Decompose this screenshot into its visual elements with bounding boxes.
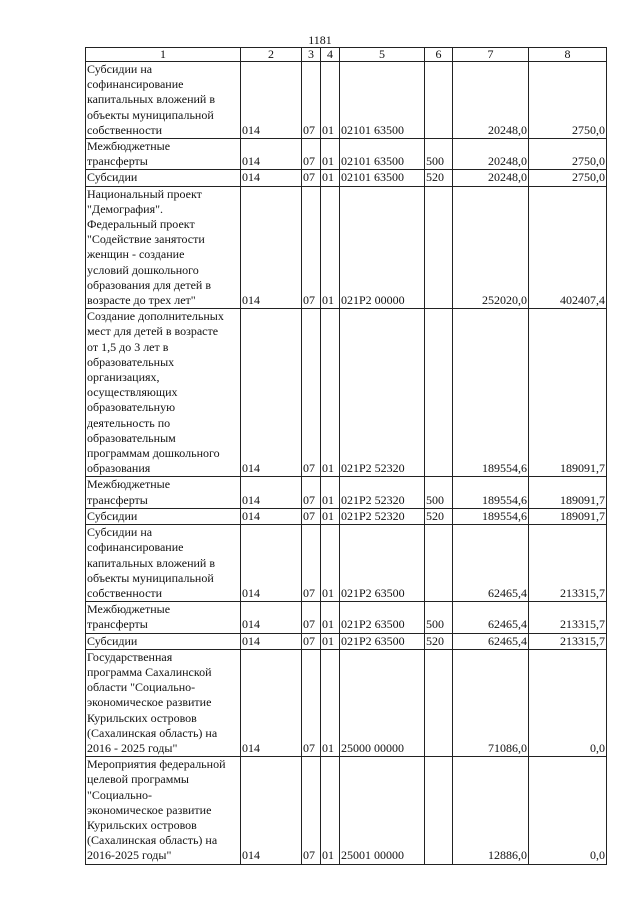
column-header: 8 xyxy=(529,48,607,62)
item-name-cell: Субсидии на софинансирование капитальных вложений в объекты муниципальной собственности xyxy=(86,62,241,139)
item-name-cell: Межбюджетные трансферты xyxy=(86,139,241,170)
amount-year1-cell: 62465,4 xyxy=(453,602,529,633)
expense-type-cell: 520 xyxy=(425,633,453,649)
page-number: 1181 xyxy=(308,33,332,47)
ministry-code-cell: 014 xyxy=(241,309,302,477)
section-code-cell: 07 xyxy=(302,477,321,508)
target-article-cell: 021P2 52320 xyxy=(340,477,425,508)
column-header: 6 xyxy=(425,48,453,62)
amount-year1-cell: 62465,4 xyxy=(453,633,529,649)
target-article-cell: 02101 63500 xyxy=(340,62,425,139)
subsection-code-cell: 01 xyxy=(321,757,340,864)
subsection-code-cell: 01 xyxy=(321,62,340,139)
table-row xyxy=(86,186,607,309)
column-header: 3 xyxy=(302,48,321,62)
amount-year2-cell: 402407,4 xyxy=(529,186,607,309)
item-name-cell: Государственная программа Сахалинской области "Социально- экономическое развитие Курильских островов (Сахалинская область) на 2016 - 2025 годы" xyxy=(86,649,241,756)
budget-table xyxy=(85,47,607,865)
ministry-code-cell: 014 xyxy=(241,757,302,864)
table-row xyxy=(86,309,607,477)
ministry-code-cell: 014 xyxy=(241,649,302,756)
item-name-cell: Межбюджетные трансферты xyxy=(86,602,241,633)
column-header: 2 xyxy=(241,48,302,62)
amount-year2-cell: 2750,0 xyxy=(529,139,607,170)
subsection-code-cell: 01 xyxy=(321,186,340,309)
section-code-cell: 07 xyxy=(302,633,321,649)
item-name-cell: Национальный проект "Демография". Федеральный проект "Содействие занятости женщин - создание условий дошкольного образования для детей в возрасте до трех лет" xyxy=(86,186,241,309)
section-code-cell: 07 xyxy=(302,508,321,524)
amount-year1-cell: 20248,0 xyxy=(453,139,529,170)
column-header: 7 xyxy=(453,48,529,62)
ministry-code-cell: 014 xyxy=(241,508,302,524)
subsection-code-cell: 01 xyxy=(321,170,340,186)
expense-type-cell: 520 xyxy=(425,508,453,524)
ministry-code-cell: 014 xyxy=(241,477,302,508)
header-row xyxy=(86,48,607,62)
section-code-cell: 07 xyxy=(302,186,321,309)
expense-type-cell xyxy=(425,309,453,477)
subsection-code-cell: 01 xyxy=(321,309,340,477)
amount-year1-cell: 62465,4 xyxy=(453,525,529,602)
item-name-cell: Субсидии xyxy=(86,508,241,524)
item-name-cell: Межбюджетные трансферты xyxy=(86,477,241,508)
section-code-cell: 07 xyxy=(302,757,321,864)
table-row xyxy=(86,525,607,602)
expense-type-cell: 500 xyxy=(425,602,453,633)
table-row xyxy=(86,649,607,756)
column-header: 5 xyxy=(340,48,425,62)
target-article-cell: 021P2 52320 xyxy=(340,309,425,477)
target-article-cell: 021P2 63500 xyxy=(340,525,425,602)
section-code-cell: 07 xyxy=(302,62,321,139)
amount-year2-cell: 189091,7 xyxy=(529,309,607,477)
ministry-code-cell: 014 xyxy=(241,633,302,649)
item-name-cell: Мероприятия федеральной целевой программы "Социально- экономическое развитие Курильских островов (Сахалинская область) на 2016-2025 годы" xyxy=(86,757,241,864)
column-header: 4 xyxy=(321,48,340,62)
expense-type-cell xyxy=(425,186,453,309)
amount-year1-cell: 189554,6 xyxy=(453,309,529,477)
amount-year2-cell: 2750,0 xyxy=(529,62,607,139)
amount-year1-cell: 12886,0 xyxy=(453,757,529,864)
amount-year2-cell: 213315,7 xyxy=(529,602,607,633)
expense-type-cell xyxy=(425,757,453,864)
ministry-code-cell: 014 xyxy=(241,170,302,186)
table-row xyxy=(86,170,607,186)
amount-year2-cell: 213315,7 xyxy=(529,633,607,649)
subsection-code-cell: 01 xyxy=(321,602,340,633)
amount-year1-cell: 189554,6 xyxy=(453,477,529,508)
subsection-code-cell: 01 xyxy=(321,508,340,524)
section-code-cell: 07 xyxy=(302,309,321,477)
expense-type-cell: 520 xyxy=(425,170,453,186)
item-name-cell: Субсидии на софинансирование капитальных вложений в объекты муниципальной собственности xyxy=(86,525,241,602)
amount-year2-cell: 0,0 xyxy=(529,757,607,864)
amount-year1-cell: 71086,0 xyxy=(453,649,529,756)
table-row xyxy=(86,757,607,864)
target-article-cell: 02101 63500 xyxy=(340,170,425,186)
target-article-cell: 02101 63500 xyxy=(340,139,425,170)
target-article-cell: 021P2 00000 xyxy=(340,186,425,309)
section-code-cell: 07 xyxy=(302,139,321,170)
target-article-cell: 021P2 63500 xyxy=(340,602,425,633)
column-header: 1 xyxy=(86,48,241,62)
subsection-code-cell: 01 xyxy=(321,633,340,649)
table-row xyxy=(86,139,607,170)
section-code-cell: 07 xyxy=(302,170,321,186)
section-code-cell: 07 xyxy=(302,649,321,756)
ministry-code-cell: 014 xyxy=(241,525,302,602)
ministry-code-cell: 014 xyxy=(241,602,302,633)
amount-year2-cell: 189091,7 xyxy=(529,477,607,508)
ministry-code-cell: 014 xyxy=(241,139,302,170)
section-code-cell: 07 xyxy=(302,602,321,633)
expense-type-cell: 500 xyxy=(425,477,453,508)
table-row xyxy=(86,508,607,524)
item-name-cell: Создание дополнительных мест для детей в возрасте от 1,5 до 3 лет в образовательных организациях, осуществляющих образовательную деятельность по образовательным программам дошкольного образования xyxy=(86,309,241,477)
table-row xyxy=(86,633,607,649)
amount-year2-cell: 2750,0 xyxy=(529,170,607,186)
ministry-code-cell: 014 xyxy=(241,62,302,139)
amount-year1-cell: 252020,0 xyxy=(453,186,529,309)
table-row xyxy=(86,477,607,508)
expense-type-cell xyxy=(425,525,453,602)
expense-type-cell xyxy=(425,649,453,756)
table-row xyxy=(86,62,607,139)
amount-year1-cell: 20248,0 xyxy=(453,170,529,186)
subsection-code-cell: 01 xyxy=(321,525,340,602)
target-article-cell: 021P2 63500 xyxy=(340,633,425,649)
amount-year1-cell: 20248,0 xyxy=(453,62,529,139)
amount-year1-cell: 189554,6 xyxy=(453,508,529,524)
item-name-cell: Субсидии xyxy=(86,633,241,649)
section-code-cell: 07 xyxy=(302,525,321,602)
subsection-code-cell: 01 xyxy=(321,139,340,170)
item-name-cell: Субсидии xyxy=(86,170,241,186)
amount-year2-cell: 189091,7 xyxy=(529,508,607,524)
amount-year2-cell: 0,0 xyxy=(529,649,607,756)
amount-year2-cell: 213315,7 xyxy=(529,525,607,602)
target-article-cell: 25000 00000 xyxy=(340,649,425,756)
expense-type-cell xyxy=(425,62,453,139)
table-body xyxy=(86,62,607,865)
subsection-code-cell: 01 xyxy=(321,477,340,508)
target-article-cell: 021P2 52320 xyxy=(340,508,425,524)
table-row xyxy=(86,602,607,633)
expense-type-cell: 500 xyxy=(425,139,453,170)
subsection-code-cell: 01 xyxy=(321,649,340,756)
ministry-code-cell: 014 xyxy=(241,186,302,309)
target-article-cell: 25001 00000 xyxy=(340,757,425,864)
